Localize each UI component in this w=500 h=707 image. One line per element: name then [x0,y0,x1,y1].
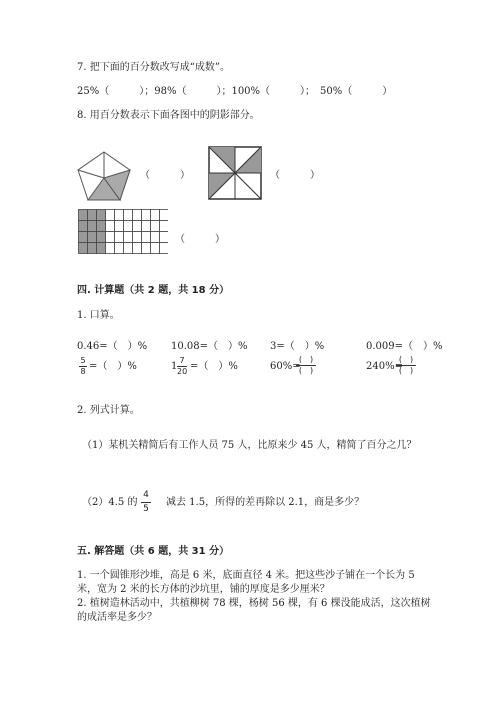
grid-cell [151,232,160,243]
grid-cell [115,210,124,221]
grid-cell-shaded [97,221,106,232]
grid-cell-shaded [79,221,88,232]
grid-cell [133,232,142,243]
calc-4: 0.009=（ ）% [366,341,443,352]
calc-7: 60%= [270,361,301,372]
calc-5-numerator: 5 [80,356,86,365]
grid-cell-shaded [79,210,88,221]
grid-cell [124,232,133,243]
calc-5-denominator: 8 [80,367,86,376]
calc-6-numerator: 7 [179,356,185,365]
square-figure [208,146,262,200]
calc-1: 0.46=（ ）% [77,341,148,352]
pentagon-answer-blank: （ ） [140,170,190,181]
q2-2-fraction-bar [141,502,151,503]
grid-cell [133,243,142,254]
grid-cell [142,210,151,221]
grid-cell [106,243,115,254]
grid-cell [160,210,169,221]
problem2-line1: 2. 植树造林活动中，共植柳树 78 棵，杨树 56 棵，有 6 棵没能成活，这次植树 [77,598,431,609]
q1-title: 1. 口算。 [77,310,120,321]
grid-cell-shaded [79,243,88,254]
calc-7-blank-numerator: ( ) [298,355,314,364]
q2-2-numerator: 4 [143,490,149,500]
square-answer-blank: （ ） [270,170,320,181]
grid-cell [106,210,115,221]
calc-8-blank-numerator: ( ) [398,355,414,364]
problem1-line2: 米，宽为 2 米的长方体的沙坑里，铺的厚度是多少厘米？ [77,584,330,595]
q2-1: （1）某机关精简后有工作人员 75 人，比原来少 45 人，精简了百分之几？ [82,440,417,451]
grid-cell [106,221,115,232]
grid-cell [124,210,133,221]
grid-cell [106,232,115,243]
q2-2-pre: （2）4.5 的 [82,497,138,508]
grid-cell [160,243,169,254]
grid-cell [133,221,142,232]
calc-6-denominator: 20 [177,367,188,376]
problem1-line1: 1. 一个圆锥形沙堆，高是 6 米，底面直径 4 米。把这些沙子铺在一个长为 5 [77,570,415,581]
q2-2-denominator: 5 [143,504,149,514]
pentagon-figure [74,148,134,208]
grid-cell [142,243,151,254]
grid-cell [124,221,133,232]
grid-cell-shaded [97,210,106,221]
grid-cell-shaded [88,221,97,232]
q8-title: 8. 用百分数表示下面各图中的阴影部分。 [77,110,260,121]
calc-5-tail: =（ ）% [89,361,137,372]
q2-title: 2. 列式计算。 [77,405,140,416]
grid-cell-shaded [97,243,106,254]
grid-figure [78,209,168,255]
calc-8: 240%= [366,361,403,372]
grid-cell [151,221,160,232]
calc-8-blank-denominator: ( ) [398,366,414,375]
grid-cell [160,232,169,243]
grid-cell [115,221,124,232]
calc-7-blank-denominator: ( ) [298,366,314,375]
grid-cell [142,232,151,243]
grid-answer-blank: （ ） [175,234,225,245]
calc-2: 10.08=（ ）% [171,341,248,352]
grid-cell-shaded [88,243,97,254]
grid-cell [142,221,151,232]
problem2-line2: 的成活率是多少？ [77,612,157,623]
grid-cell [151,210,160,221]
q2-2-post: 减去 1.5，所得的差再除以 2.1，商是多少？ [166,497,365,508]
q7-items: 25%（ ）；98%（ ）；100%（ ）； 50%（ ） [77,86,393,97]
grid-cell-shaded [79,232,88,243]
section4-heading: 四. 计算题（共 2 题，共 18 分） [77,285,230,296]
grid-cell-shaded [97,232,106,243]
calc-3: 3=（ ）% [270,341,325,352]
grid-cell [151,243,160,254]
grid-cell-shaded [88,232,97,243]
q7-title: 7. 把下面的百分数改写成“成数”。 [77,62,230,73]
grid-cell-shaded [88,210,97,221]
section5-heading: 五. 解答题（共 6 题，共 31 分） [77,546,230,557]
grid-cell [160,221,169,232]
calc-6-whole: 1 [171,361,178,372]
calc-6-tail: =（ ）% [190,361,238,372]
grid-cell [133,210,142,221]
grid-cell [115,232,124,243]
grid-cell [115,243,124,254]
grid-cell [124,243,133,254]
